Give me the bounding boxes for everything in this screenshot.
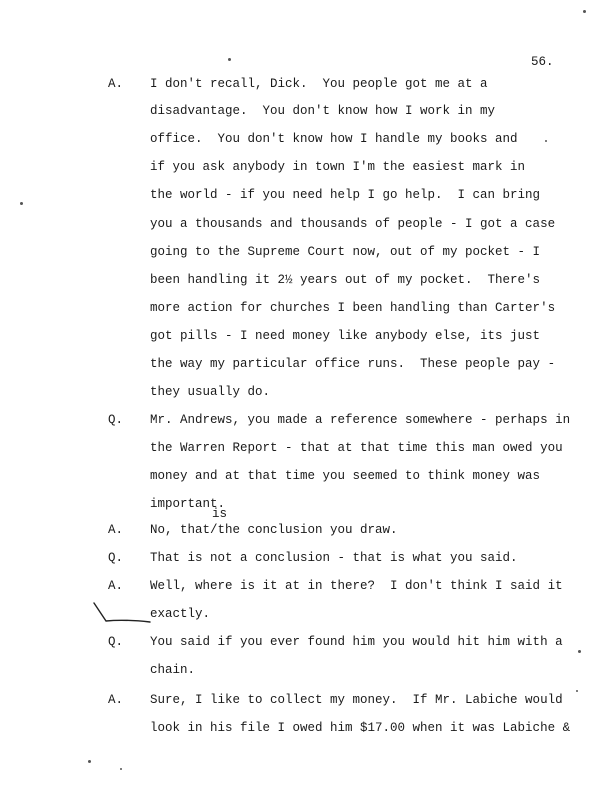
scan-speck — [120, 768, 122, 770]
transcript-line: the world - if you need help I go help. I can bring — [150, 188, 541, 202]
transcript-line: important. — [150, 497, 226, 511]
transcript-line: more action for churches I been handling than Carter's — [150, 301, 556, 315]
handwritten-margin-mark — [92, 601, 152, 625]
transcript-line: been handling it 2½ years out of my pocket. There's — [150, 273, 541, 287]
transcript-line: got pills - I need money like anybody else, its just — [150, 329, 541, 343]
scan-speck — [20, 202, 23, 205]
transcript-line: if you ask anybody in town I'm the easiest mark in — [150, 160, 526, 174]
page-number: 56. — [531, 55, 554, 69]
transcript-line: you a thousands and thousands of people - I got a case — [150, 217, 556, 231]
scan-speck — [576, 690, 578, 692]
transcript-line: the way my particular office runs. These people pay - — [150, 357, 556, 371]
transcript-line: Mr. Andrews, you made a reference somewhere - perhaps in — [150, 413, 571, 427]
speaker-label: A. — [108, 579, 124, 593]
transcript-line: going to the Supreme Court now, out of my pocket - I — [150, 245, 541, 259]
speaker-label: A. — [108, 77, 124, 91]
scan-speck — [88, 760, 91, 763]
transcript-line: exactly. — [150, 607, 211, 621]
speaker-label: Q. — [108, 551, 124, 565]
scan-speck — [578, 650, 581, 653]
transcript-line: That is not a conclusion - that is what you said. — [150, 551, 518, 565]
scan-speck — [228, 58, 231, 61]
transcript-line: I don't recall, Dick. You people got me at a — [150, 77, 488, 91]
transcript-line: look in his file I owed him $17.00 when it was Labiche & — [150, 721, 571, 735]
transcript-line: chain. — [150, 663, 196, 677]
transcript-line: Sure, I like to collect my money. If Mr. Labiche would — [150, 693, 563, 707]
transcript-line: they usually do. — [150, 385, 271, 399]
speaker-label: A. — [108, 693, 124, 707]
transcript-line: money and at that time you seemed to think money was — [150, 469, 541, 483]
interlineation: is — [212, 507, 228, 521]
transcript-line: office. You don't know how I handle my books and — [150, 132, 518, 146]
scan-speck — [545, 140, 547, 142]
transcript-line: the Warren Report - that at that time this man owed you — [150, 441, 563, 455]
speaker-label: Q. — [108, 635, 124, 649]
transcript-line: No, that/the conclusion you draw. — [150, 523, 398, 537]
speaker-label: Q. — [108, 413, 124, 427]
scan-speck — [583, 10, 586, 13]
transcript-line: You said if you ever found him you would hit him with a — [150, 635, 563, 649]
speaker-label: A. — [108, 523, 124, 537]
transcript-line: disadvantage. You don't know how I work in my — [150, 104, 496, 118]
transcript-line: Well, where is it at in there? I don't think I said it — [150, 579, 563, 593]
